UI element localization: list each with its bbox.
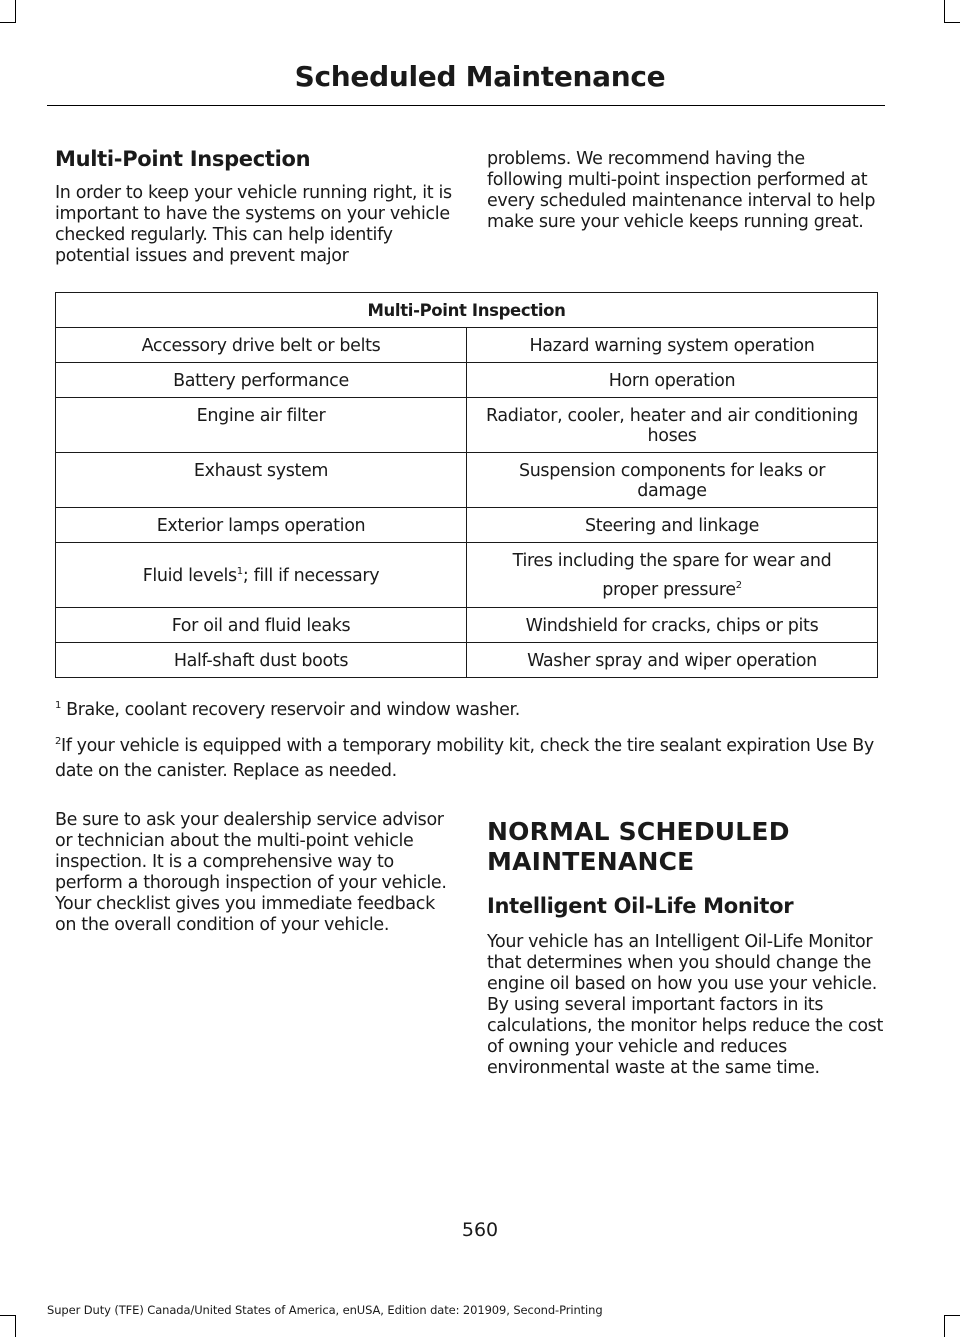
subsection-heading: Intelligent Oil-Life Monitor (487, 894, 794, 918)
table-cell: Horn operation (467, 363, 878, 398)
table-cell: Hazard warning system operation (467, 328, 878, 363)
header-divider (47, 105, 885, 106)
footnote-text: Brake, coolant recovery reservoir and window washer. (60, 700, 520, 720)
crop-mark (944, 1315, 945, 1337)
crop-mark (0, 22, 16, 23)
table-row (56, 453, 878, 508)
crop-mark (15, 0, 16, 22)
crop-mark (944, 1315, 960, 1316)
table-cell: Radiator, cooler, heater and air conditioning hoses (467, 398, 878, 453)
right-column-bottom (487, 817, 885, 1079)
footnote-1 (55, 700, 885, 721)
cell-text: Tires including the spare for wear and proper pressure (512, 551, 832, 600)
table-cell: Half-shaft dust boots (56, 643, 467, 678)
left-column-top (55, 147, 453, 267)
table-row (56, 398, 878, 453)
table-row (56, 508, 878, 543)
table-cell: Accessory drive belt or belts (56, 328, 467, 363)
table-row (56, 328, 878, 363)
footnote-mark: 1 (55, 700, 61, 712)
crop-mark (15, 1315, 16, 1337)
table-cell: Washer spray and wiper operation (467, 643, 878, 678)
table-cell: Exhaust system (56, 453, 467, 508)
footnote-ref: 2 (735, 580, 742, 592)
cell-text: ; fill if necessary (242, 566, 380, 586)
table-row (56, 643, 878, 678)
table-cell (467, 543, 878, 608)
table-cell: Windshield for cracks, chips or pits (467, 608, 878, 643)
footnote-ref: 1 (236, 566, 243, 578)
crop-mark (0, 1315, 16, 1316)
section-heading: Multi-Point Inspection (55, 147, 311, 171)
footnote-mark: 2 (55, 736, 61, 748)
table-row (56, 363, 878, 398)
table-cell: Exterior lamps operation (56, 508, 467, 543)
crop-mark (944, 0, 945, 22)
oil-life-paragraph: Your vehicle has an Intelligent Oil-Life Monitor that determines when you should change the engine oil based on how you use your vehicle. By using several important factors in its calculations, the monitor helps reduce the cost of owning your vehicle and reduces environmental waste at the same time. (487, 932, 883, 1078)
footnote-2 (55, 734, 887, 784)
crop-mark (944, 22, 960, 23)
table-cell: Suspension components for leaks or damage (467, 453, 878, 508)
page-header-title: Scheduled Maintenance (294, 60, 666, 93)
table-row (56, 543, 878, 608)
footnote-text: If your vehicle is equipped with a temporary mobility kit, check the tire sealant expiration Use By date on the canister. Replace as needed. (55, 736, 874, 781)
dealer-advice-paragraph: Be sure to ask your dealership service advisor or technician about the multi-point vehicle inspection. It is a comprehensive way to perform a thorough inspection of your vehicle. Your checklist gives you immediate feedback on the overall condition of your vehicle. (55, 810, 447, 935)
section-main-heading: NORMAL SCHEDULED MAINTENANCE (487, 817, 790, 876)
intro-paragraph-continued: problems. We recommend having the following multi-point inspection performed at every scheduled maintenance interval to help make sure your vehicle keeps running great. (487, 149, 876, 232)
multi-point-inspection-table (55, 292, 878, 678)
table-cell (56, 543, 467, 608)
table-row (56, 608, 878, 643)
intro-paragraph: In order to keep your vehicle running right, it is important to have the systems on your vehicle checked regularly. This can help identify potential issues and prevent major (55, 183, 452, 266)
table-cell: Engine air filter (56, 398, 467, 453)
page-number: 560 (461, 1219, 499, 1241)
edition-line: Super Duty (TFE) Canada/United States of America, enUSA, Edition date: 201909, Second-Printing (47, 1303, 603, 1317)
table-cell: For oil and fluid leaks (56, 608, 467, 643)
table-title: Multi-Point Inspection (56, 293, 878, 328)
table-cell: Battery performance (56, 363, 467, 398)
table-cell: Steering and linkage (467, 508, 878, 543)
cell-text: Fluid levels (142, 566, 237, 586)
